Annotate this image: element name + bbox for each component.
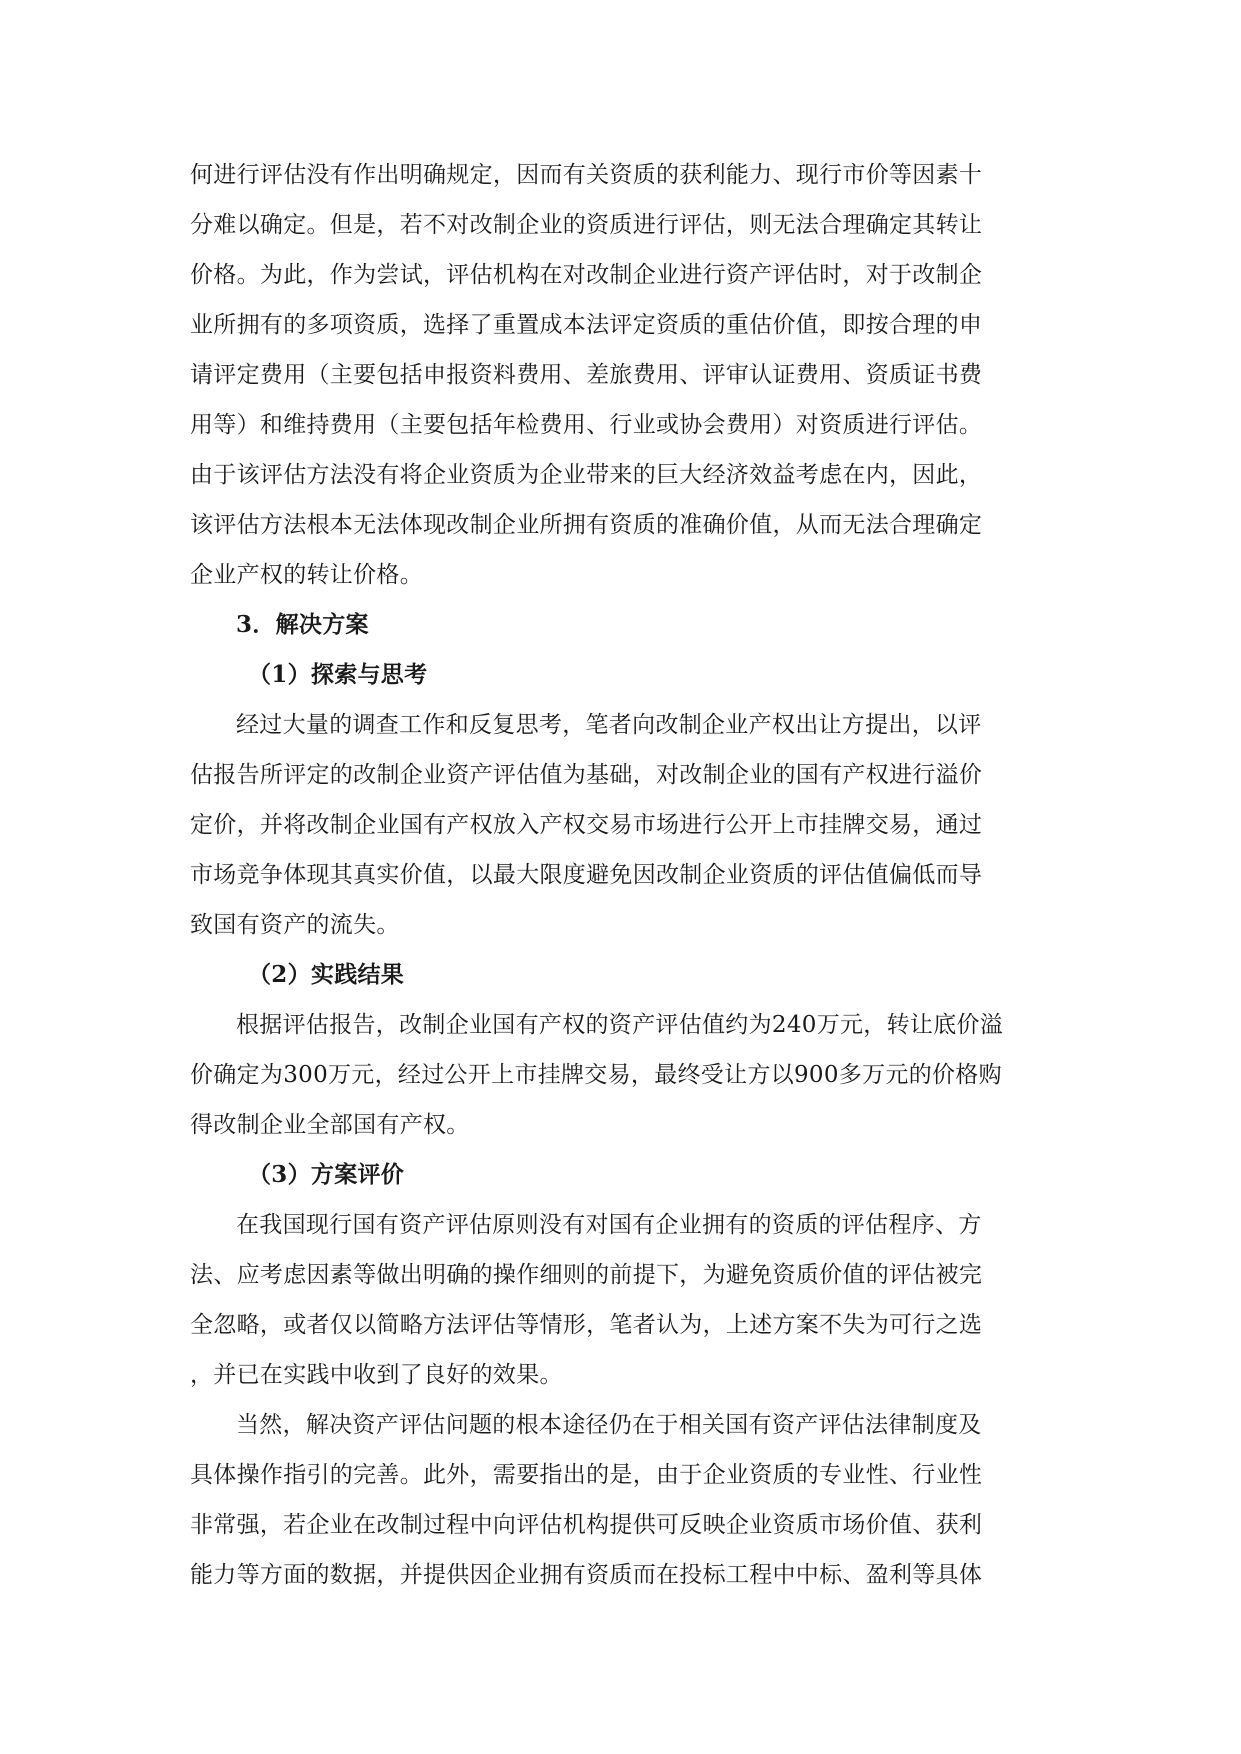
paragraph-first-line: 根据评估报告，改制企业国有产权的资产评估值约为240万元，转让底价溢 bbox=[236, 1012, 1004, 1038]
section-heading: 3．解决方案 bbox=[236, 611, 369, 638]
body-line: 能力等方面的数据，并提供因企业拥有资质而在投标工程中中标、盈利等具体 bbox=[190, 1562, 983, 1588]
paragraph-first-line: 在我国现行国有资产评估原则没有对国有企业拥有的资质的评估程序、方 bbox=[236, 1212, 982, 1238]
paragraph-first-line: 经过大量的调查工作和反复思考，笔者向改制企业产权出让方提出，以评 bbox=[236, 712, 982, 738]
body-line: 业所拥有的多项资质，选择了重置成本法评定资质的重估价值，即按合理的申 bbox=[190, 312, 983, 338]
body-line: 分难以确定。但是，若不对改制企业的资质进行评估，则无法合理确定其转让 bbox=[190, 212, 983, 238]
document-body bbox=[190, 150, 1050, 1600]
body-line: 价确定为300万元，经过公开上市挂牌交易，最终受让方以900多万元的价格购 bbox=[190, 1062, 1002, 1088]
body-line: 定价，并将改制企业国有产权放入产权交易市场进行公开上市挂牌交易，通过 bbox=[190, 812, 983, 838]
body-line: 致国有资产的流失。 bbox=[190, 912, 400, 938]
subsection-heading: （3）方案评价 bbox=[248, 1161, 405, 1188]
body-line: 非常强，若企业在改制过程中向评估机构提供可反映企业资质市场价值、获利 bbox=[190, 1512, 983, 1538]
body-line: 具体操作指引的完善。此外，需要指出的是，由于企业资质的专业性、行业性 bbox=[190, 1462, 983, 1488]
body-line: 请评定费用（主要包括申报资料费用、差旅费用、评审认证费用、资质证书费 bbox=[190, 362, 983, 388]
body-line: 得改制企业全部国有产权。 bbox=[190, 1112, 470, 1138]
subsection-heading: （2）实践结果 bbox=[248, 961, 405, 988]
body-line: 何进行评估没有作出明确规定，因而有关资质的获利能力、现行市价等因素十 bbox=[190, 162, 983, 188]
body-line: 由于该评估方法没有将企业资质为企业带来的巨大经济效益考虑在内，因此， bbox=[190, 462, 983, 488]
body-line: 法、应考虑因素等做出明确的操作细则的前提下，为避免资质价值的评估被完 bbox=[190, 1262, 983, 1288]
body-line: 估报告所评定的改制企业资产评估值为基础，对改制企业的国有产权进行溢价 bbox=[190, 762, 983, 788]
body-line: 市场竞争体现其真实价值，以最大限度避免因改制企业资质的评估值偏低而导 bbox=[190, 862, 983, 888]
body-line: 价格。为此，作为尝试，评估机构在对改制企业进行资产评估时，对于改制企 bbox=[190, 262, 983, 288]
body-line: 企业产权的转让价格。 bbox=[190, 562, 423, 588]
body-line: ，并已在实践中收到了良好的效果。 bbox=[190, 1362, 563, 1388]
body-line: 该评估方法根本无法体现改制企业所拥有资质的准确价值，从而无法合理确定 bbox=[190, 512, 983, 538]
body-line: 全忽略，或者仅以简略方法评估等情形，笔者认为，上述方案不失为可行之选 bbox=[190, 1312, 983, 1338]
subsection-heading: （1）探索与思考 bbox=[248, 661, 428, 688]
body-line: 用等）和维持费用（主要包括年检费用、行业或协会费用）对资质进行评估。 bbox=[190, 412, 983, 438]
paragraph-first-line: 当然，解决资产评估问题的根本途径仍在于相关国有资产评估法律制度及 bbox=[236, 1412, 982, 1438]
